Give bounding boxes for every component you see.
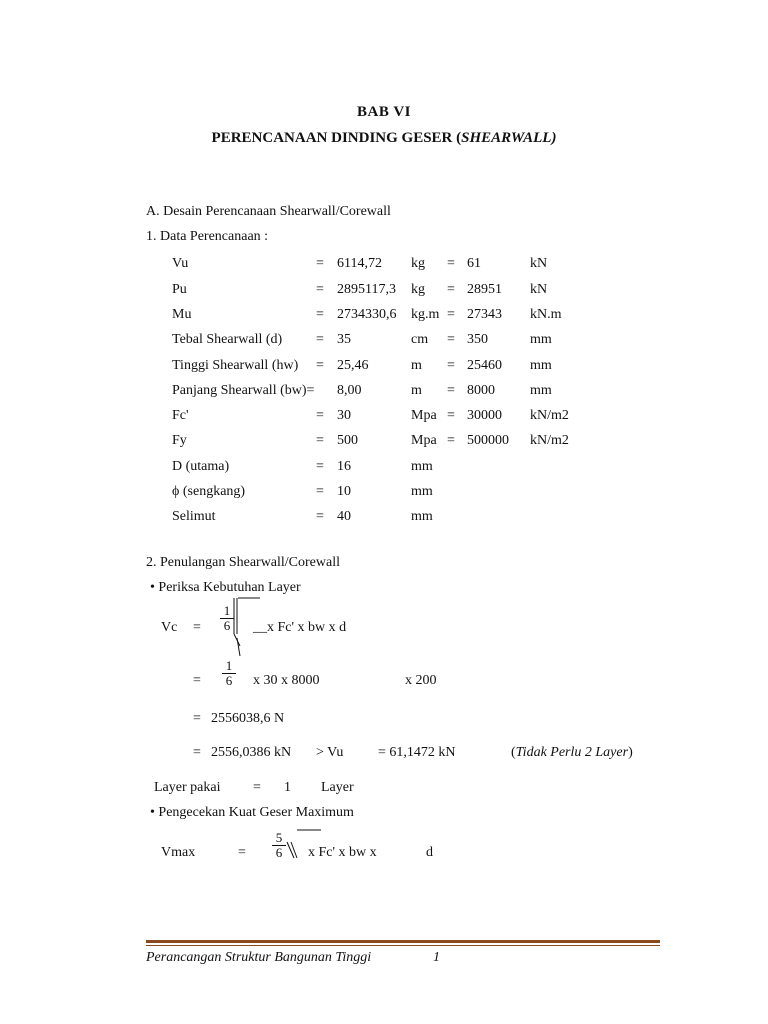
layer-note-text: Tidak Perlu 2 Layer [515, 745, 629, 760]
row-converted-value: 500000 [467, 433, 509, 448]
row-label: D (utama) [172, 459, 230, 474]
row-equals-2: = [447, 433, 455, 448]
vc-substitution-tail: x 200 [405, 673, 437, 688]
row-equals: = [316, 332, 324, 347]
row-converted-value: 28951 [467, 282, 502, 297]
row-equals-2: = [447, 383, 455, 398]
row-equals: = [316, 484, 324, 499]
row-value: 40 [337, 509, 351, 524]
vc-frac2-den: 6 [225, 673, 233, 688]
row-converted-unit: kN/m2 [530, 408, 569, 423]
row-label: Fc' [172, 408, 189, 423]
row-value: 8,00 [337, 383, 362, 398]
bullet-max-shear: • Pengecekan Kuat Geser Maximum [150, 805, 354, 820]
row-equals-2: = [447, 282, 455, 297]
row-label: Fy [172, 433, 187, 448]
vc-label: Vc [161, 620, 178, 635]
vmax-fraction [272, 831, 286, 860]
data-row [0, 406, 768, 426]
vc-fraction-2 [222, 659, 236, 688]
vu-value: = 61,1472 kN [378, 745, 456, 760]
row-unit: m [411, 383, 422, 398]
data-row [0, 507, 768, 527]
row-converted-value: 30000 [467, 408, 502, 423]
data-row [0, 305, 768, 325]
row-label: Tebal Shearwall (d) [172, 332, 283, 347]
section-a-subheading: 1. Data Perencanaan : [146, 229, 269, 244]
layer-note-open: ( [511, 745, 516, 760]
row-value: 2895117,3 [337, 282, 396, 297]
row-unit: mm [411, 459, 433, 474]
vc-compare: > Vu [316, 745, 344, 760]
row-label: Vu [172, 256, 189, 271]
row-unit: cm [411, 332, 429, 347]
vmax-frac-num: 5 [272, 831, 286, 846]
layer-note [511, 745, 633, 761]
vmax-tail: d [426, 845, 433, 860]
vc-equals: = [193, 620, 201, 635]
page-number: 1 [433, 950, 440, 965]
row-equals: = [316, 307, 324, 322]
row-equals: = [316, 256, 324, 271]
row-value: 6114,72 [337, 256, 382, 271]
vc-substitution: x 30 x 8000 [253, 673, 320, 688]
data-row [0, 280, 768, 300]
vc-equals-4: = [193, 745, 201, 760]
row-converted-unit: kN/m2 [530, 433, 569, 448]
row-value: 25,46 [337, 358, 369, 373]
row-converted-unit: kN.m [530, 307, 562, 322]
row-value: 500 [337, 433, 358, 448]
vc-frac2-num: 1 [222, 659, 236, 674]
vc-result-kn: 2556,0386 kN [211, 745, 292, 760]
title-main: PERENCANAAN DINDING GESER ( [211, 130, 462, 146]
row-unit: Mpa [411, 433, 437, 448]
footer-title: Perancangan Struktur Bangunan Tinggi [146, 950, 372, 965]
data-row [0, 431, 768, 451]
row-unit: Mpa [411, 408, 437, 423]
row-label: Pu [172, 282, 187, 297]
row-equals: = [316, 459, 324, 474]
row-equals: = [316, 433, 324, 448]
layer-label: Layer pakai [154, 780, 221, 795]
row-equals: = [316, 408, 324, 423]
vmax-equals: = [238, 845, 246, 860]
layer-unit: Layer [321, 780, 354, 795]
vc-frac-num: 1 [220, 604, 234, 619]
row-value: 10 [337, 484, 351, 499]
data-row [0, 482, 768, 502]
row-unit: kg [411, 256, 425, 271]
vc-frac-den: 6 [223, 618, 231, 633]
layer-note-close: ) [628, 745, 633, 760]
row-label: Panjang Shearwall (bw)= [172, 383, 315, 398]
section-2-heading: 2. Penulangan Shearwall/Corewall [146, 555, 341, 570]
vc-formula-rest: __x Fc' x bw x d [253, 620, 347, 635]
row-equals-2: = [447, 408, 455, 423]
row-converted-value: 25460 [467, 358, 502, 373]
row-equals-2: = [447, 307, 455, 322]
footer-rule-thin [146, 945, 660, 946]
layer-value: 1 [284, 780, 291, 795]
section-a-heading: A. Desain Perencanaan Shearwall/Corewall [146, 204, 391, 219]
row-equals: = [316, 358, 324, 373]
row-unit: mm [411, 509, 433, 524]
row-converted-unit: mm [530, 358, 552, 373]
row-converted-value: 8000 [467, 383, 495, 398]
data-row [0, 330, 768, 350]
row-unit: m [411, 358, 422, 373]
row-label: ϕ (sengkang) [172, 484, 246, 499]
row-converted-value: 61 [467, 256, 481, 271]
row-equals: = [316, 509, 324, 524]
row-equals: = [316, 282, 324, 297]
row-label: Tinggi Shearwall (hw) [172, 358, 299, 373]
row-converted-unit: kN [530, 256, 548, 271]
row-converted-value: 350 [467, 332, 488, 347]
row-converted-unit: mm [530, 383, 552, 398]
row-value: 16 [337, 459, 351, 474]
footer-rule-thick [146, 940, 660, 943]
row-converted-unit: kN [530, 282, 548, 297]
data-row [0, 381, 768, 401]
vc-equals-2: = [193, 673, 201, 688]
row-unit: kg.m [411, 307, 440, 322]
page-title [0, 130, 768, 147]
chapter-label: BAB VI [357, 104, 411, 120]
data-row [0, 254, 768, 274]
row-label: Selimut [172, 509, 216, 524]
row-equals-2: = [447, 358, 455, 373]
title-italic: SHEARWALL) [461, 130, 557, 146]
vc-result-n: 2556038,6 N [211, 711, 285, 726]
vmax-formula: x Fc' x bw x [308, 845, 377, 860]
layer-equals: = [253, 780, 261, 795]
row-value: 2734330,6 [337, 307, 397, 322]
row-unit: kg [411, 282, 425, 297]
vc-equals-3: = [193, 711, 201, 726]
row-label: Mu [172, 307, 192, 322]
row-converted-value: 27343 [467, 307, 502, 322]
vmax-label: Vmax [161, 845, 196, 860]
data-row [0, 457, 768, 477]
row-value: 35 [337, 332, 351, 347]
data-row [0, 356, 768, 376]
row-value: 30 [337, 408, 351, 423]
vmax-frac-den: 6 [275, 845, 283, 860]
row-equals-2: = [447, 332, 455, 347]
bullet-check-layer: • Periksa Kebutuhan Layer [150, 580, 301, 595]
row-equals-2: = [447, 256, 455, 271]
row-converted-unit: mm [530, 332, 552, 347]
row-unit: mm [411, 484, 433, 499]
